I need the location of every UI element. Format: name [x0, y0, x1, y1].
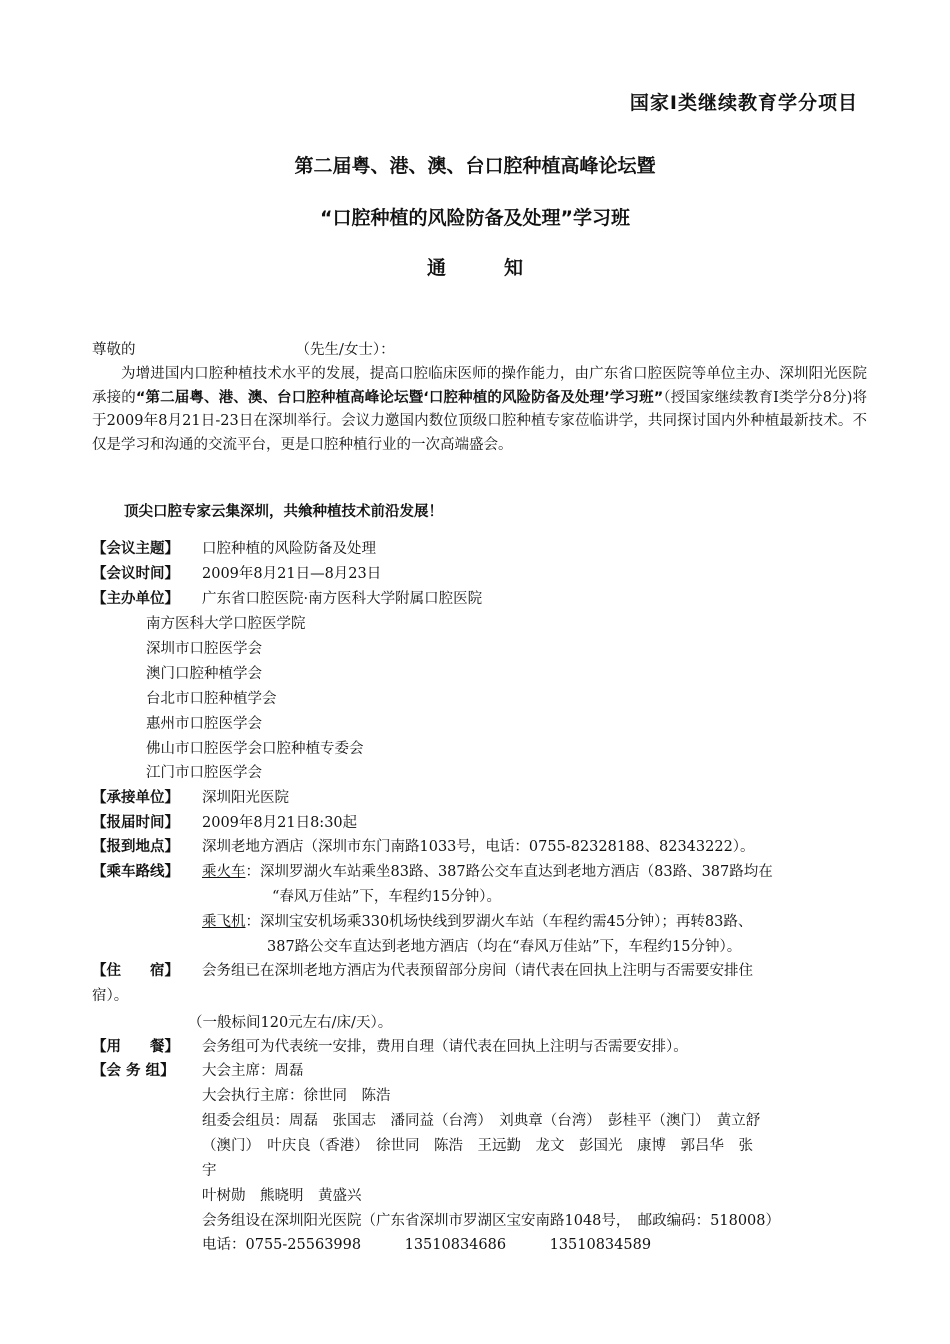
plane-text: ：深圳宝安机场乘330机场快线到罗湖火车站（车程约需45分钟）；再转83路、: [245, 914, 753, 930]
time-label: 【会议时间】: [92, 566, 179, 582]
organizers-row: [92, 587, 872, 612]
host-value: 深圳阳光医院: [202, 790, 289, 806]
register-time-label: 【报届时间】: [92, 815, 179, 831]
meals-value: 会务组可为代表统一安排，费用自理（请代表在回执上注明与否需要安排）。: [202, 1039, 688, 1055]
register-place-label: 【报到地点】: [92, 839, 179, 855]
slogan: 顶尖口腔专家云集深圳，共飨种植技术前沿发展！: [124, 504, 443, 520]
meals-label: 【用 餐】: [92, 1039, 179, 1055]
register-time-value: 2009年8月21日8:30起: [202, 815, 358, 831]
train-text: ：深圳罗湖火车站乘坐83路、387路公交车直达到老地方酒店（83路、387路均在: [245, 864, 773, 880]
host-label: 【承接单位】: [92, 790, 179, 806]
committee-phone: 电话：0755-25563998 13510834686 13510834589: [202, 1237, 652, 1253]
register-place-value: 深圳老地方酒店（深圳市东门南路1033号，电话：0755-82328188、82343222）。: [202, 839, 755, 855]
committee-chair: 大会主席：周磊: [202, 1063, 304, 1079]
organizer-item: 深圳市口腔医学会: [146, 641, 262, 657]
title-line-1: 第二届粤、港、澳、台口腔种植高峰论坛暨: [294, 155, 656, 177]
committee-row: [92, 1059, 872, 1084]
intro-event-name: “第二届粤、港、澳、台口腔种植高峰论坛暨‘口腔种植的风险防备及处理’学习班”: [135, 389, 664, 406]
credit-badge: 国家Ⅰ类继续教育学分项目: [629, 92, 858, 114]
register-time-row: [92, 811, 872, 836]
train-label: 乘火车: [202, 864, 246, 880]
intro-text-2: （授国家继续教育Ⅰ类学分8分)将于2009年8月21日-23日在深圳举行。会议力邀国内数位顶级口腔种植专家莅临讲学，共同探讨国内外种植最新技术。不仅是学习和沟通的交流平台，更是口腔种植行业的一次高端盛会。: [92, 389, 868, 453]
theme-label: 【会议主题】: [92, 541, 179, 557]
time-value: 2009年8月21日—8月23日: [202, 566, 382, 582]
greeting: [92, 339, 867, 363]
register-place-row: [92, 835, 872, 860]
committee-members-1: 组委会组员：周磊 张国志 潘同益（台湾） 刘典章（台湾） 彭桂平（澳门） 黄立舒: [202, 1113, 761, 1129]
train-text-cont: “春风万佳站”下，车程约15分钟）。: [272, 889, 502, 905]
greeting-prefix: 尊敬的: [92, 342, 136, 358]
organizer-item: 惠州市口腔医学会: [146, 716, 262, 732]
lodging-value: 会务组已在深圳老地方酒店为代表预留部分房间（请代表在回执上注明与否需要安排住: [202, 963, 753, 979]
title-line-2: “口腔种植的风险防备及处理”学习班: [320, 207, 630, 229]
route-label: 【乘车路线】: [92, 864, 179, 880]
exec-chair: 大会执行主席：徐世同 陈浩: [202, 1088, 391, 1104]
lodging-price: （一般标间120元左右/床/天）。: [188, 1015, 393, 1031]
committee-members-2: （澳门） 叶庆良（香港） 徐世同 陈浩 王远勤 龙文 彭国光 康博 郭吕华 张: [202, 1138, 753, 1154]
committee-members-3: 宇: [202, 1163, 217, 1179]
intro-text-1: 为增进国内口腔种植技术水平的发展，提高口腔临床医师的操作能力，由广东省口腔医院等单位主办、深圳阳光医院承接的: [92, 366, 867, 406]
host-row: [92, 786, 872, 811]
committee-label: 【会 务 组】: [92, 1063, 175, 1079]
lodging-label: 【住 宿】: [92, 963, 179, 979]
organizer-item: 台北市口腔种植学会: [146, 691, 277, 707]
title-notice: 通知: [426, 257, 581, 279]
organizer-item: 江门市口腔医学会: [146, 765, 262, 781]
meals-row: [92, 1035, 872, 1060]
lodging-value-cont: 宿）。: [92, 988, 129, 1004]
theme-row: [92, 537, 872, 562]
plane-line: [202, 910, 752, 935]
organizer-item: 南方医科大学口腔医学院: [146, 616, 306, 632]
theme-value: 口腔种植的风险防备及处理: [202, 541, 376, 557]
route-row: [92, 860, 872, 885]
plane-text-cont: 387路公交车直达到老地方酒店（均在“春风万佳站”下，车程约15分钟）。: [267, 939, 742, 955]
organizers-label: 【主办单位】: [92, 591, 179, 607]
committee-members-4: 叶树勋 熊晓明 黄盛兴: [202, 1188, 362, 1204]
committee-office: 会务组设在深圳阳光医院（广东省深圳市罗湖区宝安南路1048号， 邮政编码：518008）: [202, 1213, 781, 1229]
intro-paragraph: [92, 363, 867, 457]
organizer-item: 佛山市口腔医学会口腔种植专委会: [146, 741, 364, 757]
time-row: [92, 562, 872, 587]
organizer-item: 澳门口腔种植学会: [146, 666, 262, 682]
organizer-first: 广东省口腔医院·南方医科大学附属口腔医院: [202, 591, 483, 607]
greeting-suffix: （先生/女士）：: [295, 342, 395, 358]
plane-label: 乘飞机: [202, 914, 246, 930]
lodging-row: [92, 959, 872, 984]
